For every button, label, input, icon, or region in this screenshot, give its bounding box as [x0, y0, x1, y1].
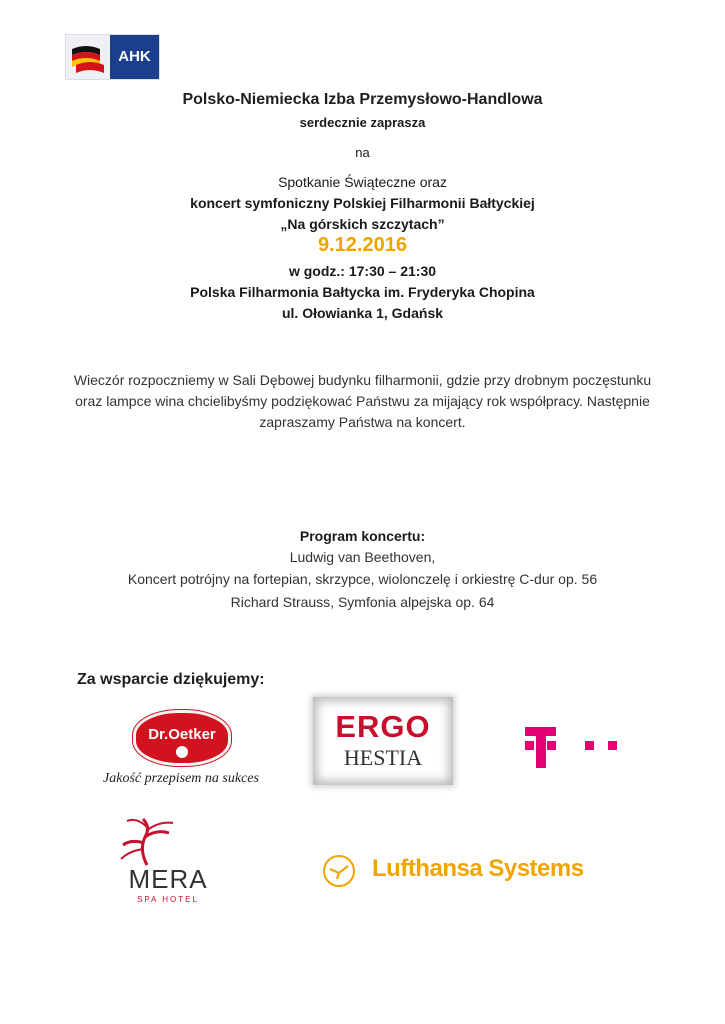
telekom-dot-icon: [547, 741, 556, 750]
telekom-dot-icon: [585, 741, 594, 750]
telekom-t-stem-icon: [536, 727, 546, 768]
event-line-1: Spotkanie Świąteczne oraz: [278, 174, 447, 190]
program-item: Richard Strauss, Symfonia alpejska op. 64: [230, 594, 495, 610]
na-text: na: [355, 145, 370, 160]
program-item: Ludwig van Beethoven,: [289, 549, 436, 565]
event-line-3: „Na górskich szczytach”: [280, 216, 445, 232]
mera-name: MERA: [128, 864, 208, 894]
lufthansa-systems-name: Lufthansa Systems: [372, 855, 584, 882]
program-heading: Program koncertu:: [299, 528, 426, 544]
ahk-flag-icon: [66, 35, 110, 79]
ahk-logo-text: AHK: [118, 48, 151, 65]
event-description: Wieczór rozpoczniemy w Sali Dębowej budynku filharmonii, gdzie przy drobnym poczęstunku oraz lampce wina chcielibyśmy podziękować Państwu za mijający rok współpracy. Następnie zapraszamy Państwa na koncert.: [73, 372, 652, 430]
invite-text: serdecznie zaprasza: [299, 115, 426, 130]
telekom-dot-icon: [608, 741, 617, 750]
telekom-dot-icon: [525, 741, 534, 750]
mera-subtitle: SPA HOTEL: [137, 895, 199, 904]
dr-oetker-logo: [133, 710, 231, 766]
event-place: Polska Filharmonia Bałtycka im. Fryderyka Chopina: [190, 284, 535, 300]
event-line-2: koncert symfoniczny Polskiej Filharmonii Bałtyckiej: [190, 195, 535, 211]
lufthansa-crane-icon: [323, 855, 355, 887]
ergo-text: ERGO: [335, 709, 431, 744]
ahk-logo: [65, 34, 160, 80]
event-date: 9.12.2016: [318, 234, 407, 256]
program-item: Koncert potrójny na fortepian, skrzypce, wiolonczelę i orkiestrę C-dur op. 56: [127, 571, 598, 587]
dr-oetker-name: Dr.Oetker: [148, 726, 216, 743]
organization-title: Polsko-Niemiecka Izba Przemysłowo-Handlowa: [182, 91, 543, 108]
event-address: ul. Ołowianka 1, Gdańsk: [281, 305, 444, 321]
hestia-text: HESTIA: [343, 745, 423, 770]
mera-mermaid-icon: [117, 815, 177, 870]
ergo-hestia-logo: [313, 697, 453, 785]
sponsors-heading: Za wsparcie dziękujemy:: [77, 671, 265, 688]
event-time: w godz.: 17:30 – 21:30: [288, 263, 437, 279]
dr-oetker-emblem-icon: [176, 746, 188, 758]
dr-oetker-tagline: Jakość przepisem na sukces: [103, 771, 259, 786]
